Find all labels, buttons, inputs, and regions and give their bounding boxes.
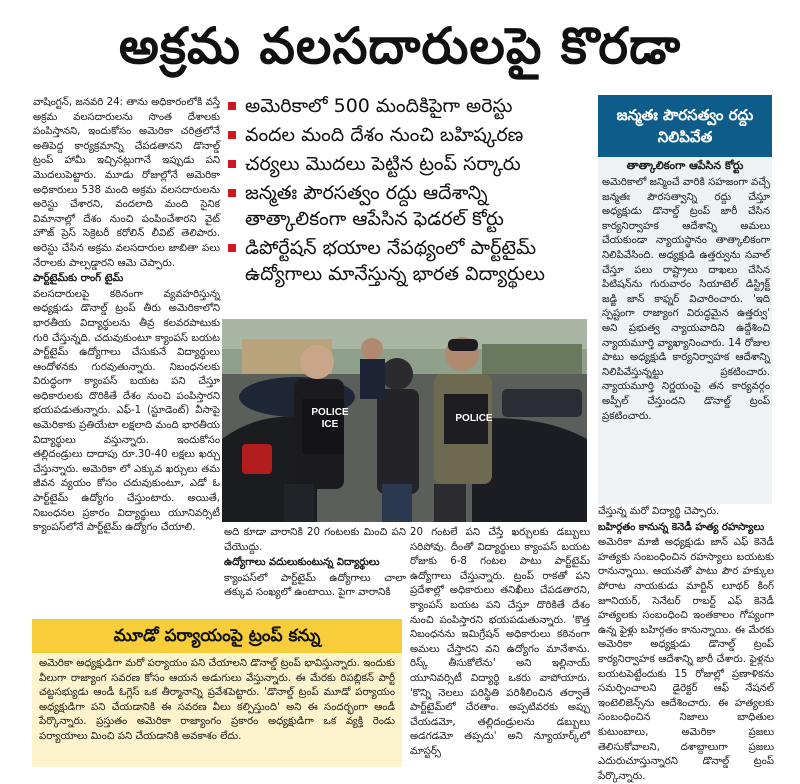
bullet-square-icon (228, 244, 236, 252)
right-bottom-text-2: అమెరికా మాజీ అధ్యక్షుడు జాన్ ఎఫ్ కెనెడీ హత్యకు సంబంధించిన రహస్యాలు బయటకు రానున్నాయి. ఆయనతో పాటు పౌర హక్కుల పోరాట నాయకుడు మార్టిన్ లూథర్ కింగ్ జూనియర్, సెనేటర్ రాబర్ట్ ఎఫ్ కెనెడీ హత్యలకు సంబంధించి ఇంతకాలం గోప్యంగా ఉన్న ఫైళ్లు బహిర్గతం కానున్నాయి. ఈ మేరకు అమెరికా అధ్యక్షుడు డొనాల్డ్ ట్రంప్ కార్యనిర్వాహక ఆదేశాన్ని జారీ చేశారు. ఫైళ్లను బయటపెట్టేందుకు 15 రోజుల్లో ప్రణాళికను సమర్పించాలని డైరెక్టర్ ఆఫ్ నేషనల్ ఇంటెలిజెన్స్‌ను ఆదేశించారు. ఈ హత్యలకు సంబంధించిన నిజాలు బాధితుల కుటుంబాలు, అమెరికా ప్రజలు తెలిసుకోవాలని, దశాబ్దాలుగా ప్రజలు ఎదురుచూస్తున్నారని డొనాల్డ్ ట్రంప్ పేర్కొన్నారు. (598, 537, 774, 782)
sidebar-title: జన్మతః పౌరసత్వం రద్దు నిలిపివేత (616, 106, 754, 146)
mid-a-subhead: ఉద్యోగాలు వదులుకుంటున్న విద్యార్థులు (224, 557, 380, 569)
sidebar-text: అమెరికాలో జన్మించే వారికి సహజంగా వచ్చే జన్మతః పౌరసత్వాన్ని రద్దు చేస్తూ అధ్యక్షుడు డొనాల్డ్ ట్రంప్ జారీ చేసిన కార్యనిర్వాహక ఆదేశాన్ని అమలు చేయకుండా న్యాయస్థానం తాత్కాలికంగా నిలిపివేసింది. అధ్యక్షుడి ఉత్తర్వును సవాల్ చేస్తూ పలు రాష్ట్రాలు దాఖలు చేసిన పిటిషన్‌ను గురువారం సియాటెల్ డిస్ట్రిక్ట్ జడ్జి జాన్ కాఫ్నర్ విచారించారు. 'ఇది స్పష్టంగా రాజ్యాంగ విరుద్ధమైన ఉత్తర్వు' అని ప్రభుత్వ న్యాయవాదిని ఉద్దేశించి న్యాయమూర్తి వ్యాఖ్యానించారు. 14 రోజుల పాటు అధ్యక్షుడి కార్యనిర్వాహక ఆదేశాన్ని నిలిపివేస్తున్నట్టు ప్రకటించారు. న్యాయమూర్తి నిర్ణయంపై తన కార్యవర్గం అప్పీల్ చేస్తుందని డొనాల్డ్ ట్రంప్ ప్రకటించారు. (602, 177, 770, 422)
left-article-column (33, 96, 220, 616)
left-paragraph-2: వలసదారులపై కఠినంగా వ్యవహరిస్తున్న అధ్యక్షుడు డొనాల్డ్ ట్రంప్ తీరు అమెరికాలోని భారతీయ విద్యార్థులను తీవ్ర కలవరపాటుకు గురి చేస్తున్నది. చదువుకుంటూ క్యాంపస్ బయట పార్ట్‌టైమ్ ఉద్యోగాలు చేసుకునే విద్యార్థులు ఆందోళనకు గురవుతున్నారు. నిబంధనలకు విరుద్ధంగా క్యాంపస్ బయట పని చేస్తూ అధికారులకు దొరికితే దేశం నుంచి పంపిస్తారని భయపడుతున్నారు. ఎఫ్-1 (స్టూడెంట్) వీసాపై అమెరికాకు ప్రతియేటా లక్షలాది మంది భారతీయ విద్యార్థులు వస్తున్నారు. ఇందుకోసం తల్లిదండ్రులు దాదాపు రూ.30-40 లక్షలు ఖర్చు చేస్తున్నారు. అమెరికా లో ఎక్కువ ఖర్చులు తమ జీవన వ్యయం కోసం చదువుకుంటూ, ఎడో ఓ పార్ట్‌టైమ్ ఉద్యోగం చేస్తుంటారు. అయితే, నిబంధనల ప్రకారం విద్యార్థులు యూనివర్సిటీ క్యాంపస్‌లోనే పార్ట్‌టైమ్ ఉద్యోగం చేయాలి. (33, 288, 220, 534)
photo-illustration (222, 319, 587, 522)
news-photo-ice-arrest (222, 319, 587, 522)
bullet-text: అమెరికాలో 500 మందికిపైగా అరెస్టు (245, 95, 513, 117)
left-subhead: పార్ట్‌టైమ్‌కు రాంగ్ టైమ్ (33, 273, 124, 285)
third-term-box-title: మూడో పర్యాయంపై ట్రంప్ కన్ను (32, 619, 402, 653)
vest-label-right: POLICE (455, 413, 493, 424)
third-term-box-body (32, 653, 402, 767)
right-bottom-column (598, 505, 774, 782)
bullet-text: డిపోర్టేషన్ భయాల నేపథ్యంలో పార్ట్‌టైమ్ ఉద్యోగాలు మానేస్తున్న భారత విద్యార్థులు (245, 237, 545, 285)
bullet-text: చర్యలు మొదలు పెట్టిన ట్రంప్ సర్కారు (245, 153, 521, 175)
bullet-item (224, 151, 590, 177)
mid-a-text-2: క్యాంపస్‌లో పార్ట్‌టైమ్ ఉద్యోగాలు చాలా తక్కువ సంఖ్యలో ఉంటాయి. పైగా వారానికి (224, 572, 406, 599)
sidebar-subtitle: తాత్కాలికంగా ఆపేసిన కోర్టు (626, 159, 744, 172)
right-bottom-text: చేస్తున్న మరో విద్యార్థి చెప్పారు. (598, 506, 720, 517)
third-term-text: అమెరికా అధ్యక్షుడిగా మరో పర్యాయం పని చేయాలని డొనాల్డ్ ట్రంప్ భావిస్తున్నారు. ఇందుకు వీలుగా రాజ్యాంగ సవరణ కోసం ఆయన అడుగులు వేస్తున్నారు. ఈ మేరకు రిపబ్లికన్ పార్టీ చట్టసభ్యుడు ఆండీ ఓగ్లెస్ ఒక తీర్మానాన్ని ప్రవేశపెట్టారు. 'డొనాల్డ్ ట్రంప్ మూడో పర్యాయం అధ్యక్షుడిగా పని చేయడానికి ఈ సవరణ వీలు కల్పిస్తుంది' అని ఈ సందర్భంగా ఆండీ పేర్కొన్నారు. ప్రస్తుతం అమెరికా రాజ్యాంగం ప్రకారం అధ్యక్షుడిగా ఒక వ్యక్తి రెండు పర్యాయాలు మించి పని చేయడానికి అవకాశం లేదు. (39, 658, 395, 742)
sidebar-title-box (598, 95, 772, 157)
mid-column-b (410, 526, 590, 766)
left-paragraph-1: వాషింగ్టన్, జనవరి 24: తాను అధికారంలోకి వస్తే అక్రమ వలసదారులను సొంత దేశాలకు పంపిస్తానని, ఇందుకోసం అమెరికా చరిత్రలోనే అతిపెద్ద కార్యక్రమాన్ని చేపడతానని డొనాల్డ్ ట్రంప్ హామీ ఇచ్చినట్లుగానే ఇప్పుడు పని మొదలుపెట్టారు. మూడు రోజుల్లోనే అమెరికా అధికారులు 538 మంది అక్రమ వలసదారులను అరెస్టు చేశారని, వందలాది మంది సైనిక విమానాల్లో దేశం నుంచి పంపించేశారని వైట్ హౌజ్ ప్రెస్ సెక్రెటరీ కరోలిన్ లీవిట్ తెలిపారు. అరెస్టు చేసిన అక్రమ వలసదారుల జాబితా పలు నేరాలకు పాల్పడ్డారని ఆమె చెప్పారు. (33, 97, 220, 269)
highlight-bullets (224, 93, 590, 315)
bullet-item (224, 122, 590, 148)
right-bottom-subhead: బహిర్గతం కానున్న కెనెడీ హత్య రహస్యాలు (598, 521, 765, 533)
bullet-square-icon (228, 102, 236, 110)
mid-a-text: అది కూడా వారానికి 20 గంటలకు మించి పని చేయొద్దు. (224, 527, 406, 553)
bullet-text: వందల మంది దేశం నుంచి బహిష్కరణ (245, 124, 524, 146)
vest-label-left: POLICE ICE (311, 407, 349, 430)
bullet-item (224, 180, 590, 232)
sidebar-article (602, 176, 770, 501)
page-headline: అక్రమ వలసదారులపై కొరడా (118, 17, 682, 75)
bullet-square-icon (228, 160, 236, 168)
mid-column-a (224, 526, 406, 618)
bullet-square-icon (228, 131, 236, 139)
bullet-item (224, 93, 590, 119)
mid-b-text: 20 గంటలే పని చేస్తే ఖర్చులకు డబ్బులు సరిపోవు. దీంతో విద్యార్థులు క్యాంపస్ బయట రోజుకు 6-8 గంటల పాటు పార్ట్‌టైమ్ ఉద్యోగాలు చేస్తున్నారు. ట్రంప్ రాకతో పని ప్రదేశాల్లో అధికారులు తనిఖీలు చేపడతారని, క్యాంపస్ బయట పని చేస్తూ దొరికితే దేశం నుంచి పంపిస్తారని భయపడుతున్నారు. 'కొత్త నిబంధనను ఇమిగ్రేషన్ అధికారులు కఠినంగా అమలు చేస్తారని వని ఉద్యోగం మానేశాను. రిస్క్ తీసుకోలేను' అని ఇల్లినాయ్ యూనివర్సిటీ విద్యార్థి ఒకరు వాపోయారు. 'కొన్ని నెలలు పరిస్థితి పరిశీలించిన తర్వాతే పార్ట్‌టైమ్‌లో చేరతాం. అప్పటివరకు అప్పు చేయడమో, తల్లిదండ్రులను డబ్బులు అడగడమో తప్పదు' అని న్యూయార్క్‌లో మాస్టర్స్ (410, 527, 590, 757)
bullet-item (224, 235, 590, 287)
bullet-square-icon (228, 189, 236, 197)
bullet-text: జన్మతః పౌరసత్వం రద్దు ఆదేశాన్ని తాత్కాలికంగా ఆపేసిన ఫెడరల్ కోర్టు (245, 182, 504, 230)
